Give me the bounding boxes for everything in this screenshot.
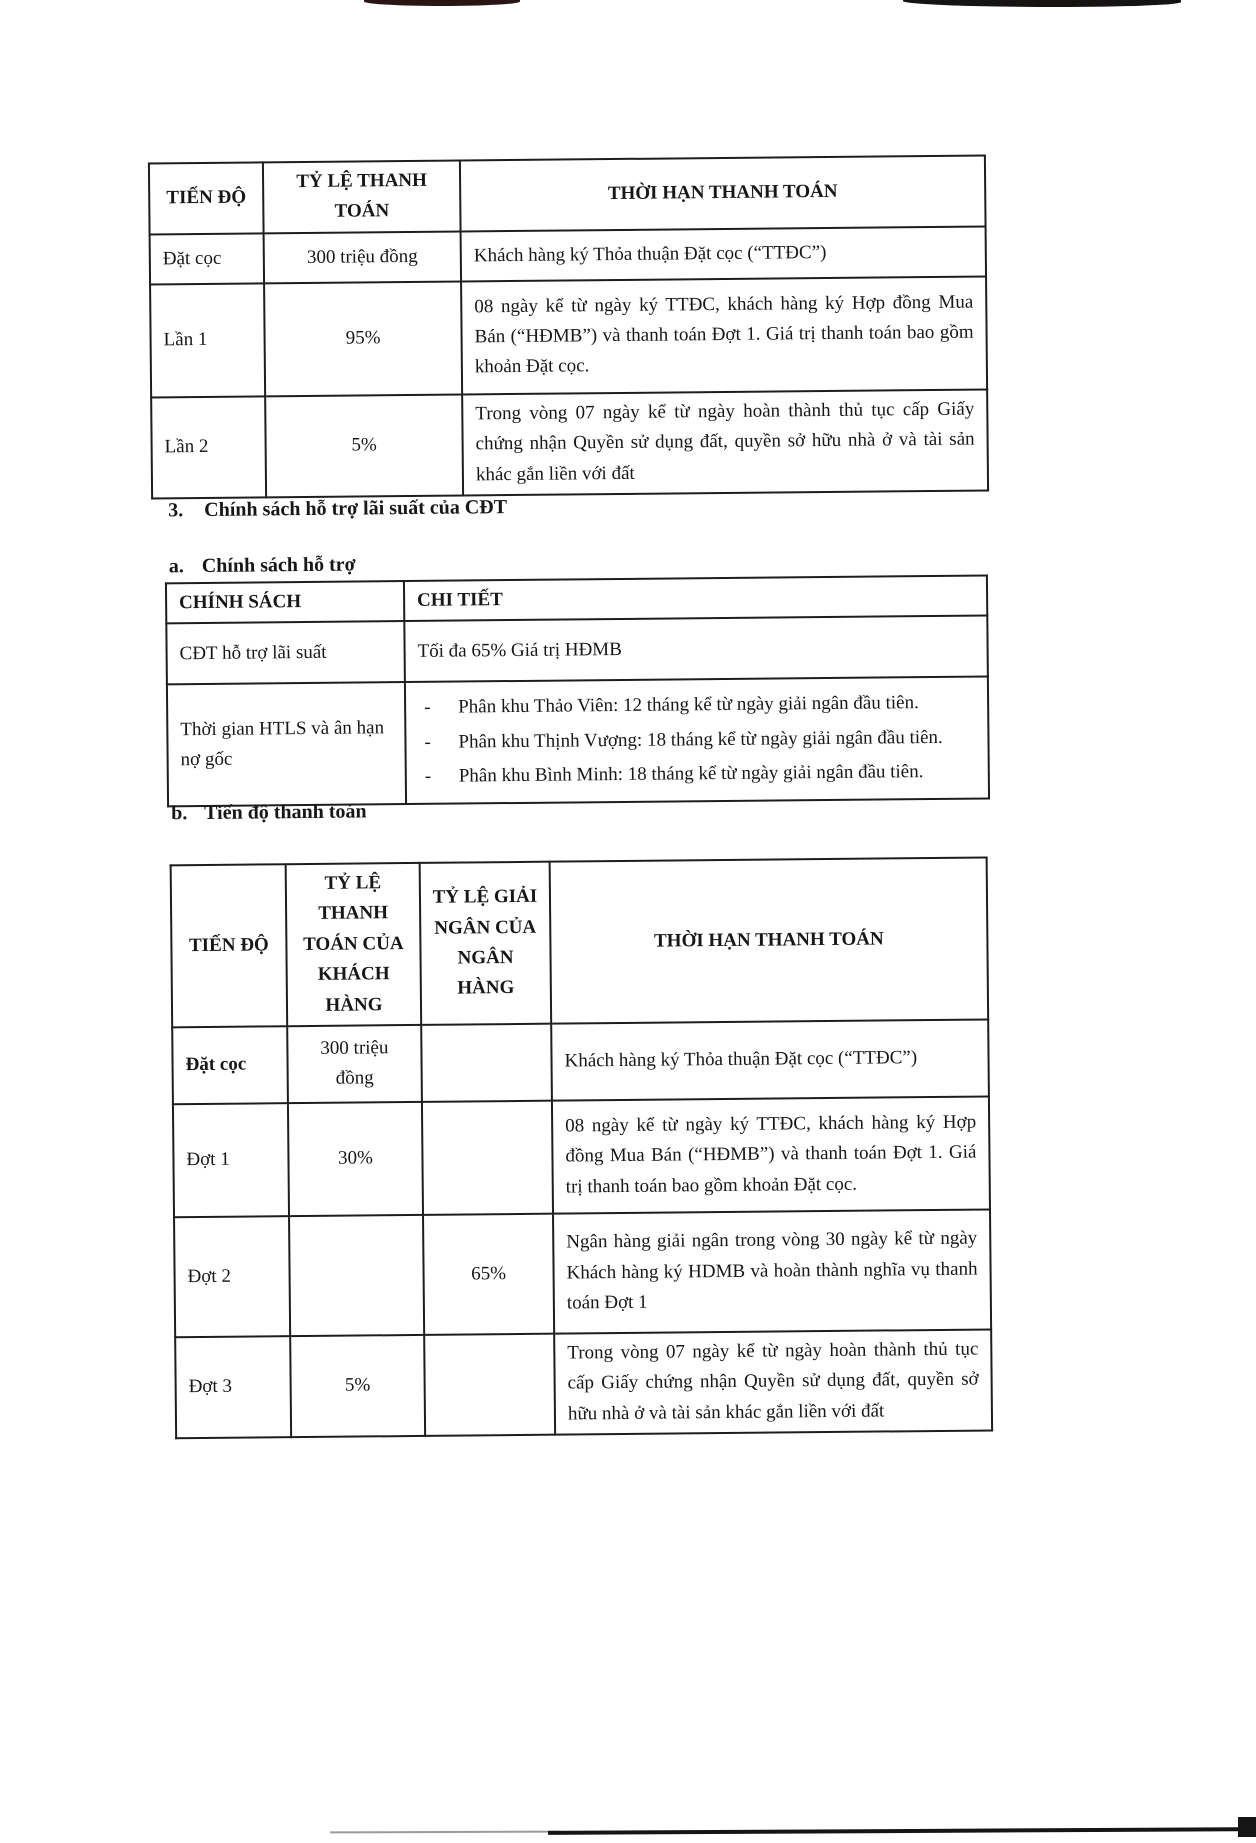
header-stage: TIẾN ĐỘ: [149, 162, 264, 234]
cell-stage: Đặt cọc: [150, 233, 264, 284]
table-row: [166, 616, 988, 685]
cell-customer-ratio: [289, 1215, 424, 1336]
cell-stage: Đợt 3: [175, 1336, 291, 1438]
table-row: [174, 1209, 991, 1337]
section-letter: b.: [171, 802, 188, 825]
section-number: 3.: [168, 499, 184, 522]
section-b-heading: [171, 800, 367, 825]
table-row: [175, 1329, 992, 1438]
header-deadline: THỜI HẠN THANH TOÁN: [550, 857, 989, 1023]
section-a-heading: [169, 554, 356, 579]
table-header-row: [149, 155, 986, 234]
list-item-text: Phân khu Thịnh Vượng: 18 tháng kể từ ngày giải ngân đầu tiên.: [458, 726, 943, 753]
cell-deadline: Trong vòng 07 ngày kể từ ngày hoàn thành thủ tục cấp Giấy chứng nhận Quyền sử dụng đất, quyền sở hữu nhà ở và tài sản khác gắn liền với đất: [554, 1329, 992, 1434]
dash-marker: -: [424, 765, 432, 788]
table-row: [167, 677, 989, 806]
table-row: [173, 1096, 990, 1217]
cell-bank-ratio: 65%: [423, 1214, 554, 1335]
section-title: Tiến độ thanh toán: [204, 800, 367, 824]
support-policy-table: [165, 574, 990, 806]
table-row: [150, 226, 986, 284]
cell-deadline: Khách hàng ký Thỏa thuận Đặt cọc (“TTĐC”): [461, 226, 986, 281]
list-item-text: Phân khu Bình Minh: 18 tháng kể từ ngày giải ngân đầu tiên.: [458, 761, 924, 787]
header-bank-ratio: TỶ LỆ GIẢI NGÂN CỦA NGÂN HÀNG: [420, 862, 552, 1025]
table-row: [151, 389, 988, 498]
cell-policy: CĐT hỗ trợ lãi suất: [166, 621, 405, 684]
header-policy: CHÍNH SÁCH: [166, 581, 404, 624]
cell-deadline: 08 ngày kể từ ngày ký TTĐC, khách hàng ký Hợp đồng Mua Bán (“HĐMB”) và thanh toán Đợt 1. Giá trị thanh toán bao gồm khoản Đặt cọc.: [552, 1096, 990, 1213]
list-item: [419, 757, 976, 793]
cell-deadline: 08 ngày kể từ ngày ký TTĐC, khách hàng ký Hợp đồng Mua Bán (“HĐMB”) và thanh toán Đợt 1. Giá trị thanh toán bao gồm khoản Đặt cọc.: [461, 276, 987, 394]
section-title: Chính sách hỗ trợ lãi suất của CĐT: [204, 496, 508, 521]
header-stage: TIẾN ĐỘ: [171, 864, 288, 1027]
table-header-row: [171, 857, 989, 1027]
cell-stage: Đợt 2: [174, 1216, 290, 1337]
table-row: [172, 1019, 989, 1104]
cell-detail-list: [405, 677, 989, 804]
cell-ratio: 300 triệu đồng: [264, 231, 461, 283]
section-letter: a.: [168, 555, 184, 578]
cell-stage: Lần 1: [150, 283, 265, 397]
cell-ratio: 95%: [264, 281, 462, 396]
header-customer-ratio: TỶ LỆ THANH TOÁN CỦA KHÁCH HÀNG: [286, 863, 422, 1026]
cell-deadline: Ngân hàng giải ngân trong vòng 30 ngày kể từ ngày Khách hàng ký HDMB và hoàn thành nghĩa vụ thanh toán Đợt 1: [553, 1209, 991, 1333]
cell-customer-ratio: 30%: [288, 1102, 423, 1216]
cell-deadline: Khách hàng ký Thỏa thuận Đặt cọc (“TTĐC”): [551, 1019, 989, 1100]
section-title: Chính sách hỗ trợ: [201, 553, 356, 577]
cell-customer-ratio: 300 triệu đồng: [287, 1025, 422, 1103]
installment-schedule-table: [170, 856, 993, 1439]
list-item: [418, 688, 975, 724]
cell-ratio: 5%: [265, 394, 463, 497]
dash-marker: -: [424, 731, 431, 753]
cell-stage: Đặt cọc: [172, 1026, 288, 1104]
cell-detail: Tối đa 65% Giá trị HĐMB: [404, 616, 988, 683]
cell-stage: Đợt 1: [173, 1103, 289, 1217]
header-deadline: THỜI HẠN THANH TOÁN: [460, 155, 986, 231]
detail-list: [418, 682, 976, 799]
cell-bank-ratio: [424, 1334, 555, 1436]
dash-marker: -: [424, 697, 431, 719]
table-row: [150, 276, 987, 397]
cell-policy: Thời gian HTLS và ân hạn nợ gốc: [167, 682, 406, 805]
payment-schedule-table: [148, 154, 989, 499]
cell-deadline: Trong vòng 07 ngày kể từ ngày hoàn thành thủ tục cấp Giấy chứng nhận Quyền sử dụng đất, quyền sở hữu nhà ở và tài sản khác gắn liền với đất: [462, 389, 988, 495]
cell-customer-ratio: 5%: [290, 1335, 425, 1437]
cell-bank-ratio: [421, 1024, 552, 1102]
list-item-text: Phân khu Thảo Viên: 12 tháng kể từ ngày giải ngân đầu tiên.: [458, 692, 919, 718]
list-item: [418, 722, 975, 758]
cell-stage: Lần 2: [151, 396, 266, 498]
header-detail: CHI TIẾT: [404, 575, 987, 621]
header-ratio: TỶ LỆ THANH TOÁN: [263, 161, 461, 234]
cell-bank-ratio: [422, 1101, 553, 1215]
section-3-heading: [168, 496, 507, 522]
